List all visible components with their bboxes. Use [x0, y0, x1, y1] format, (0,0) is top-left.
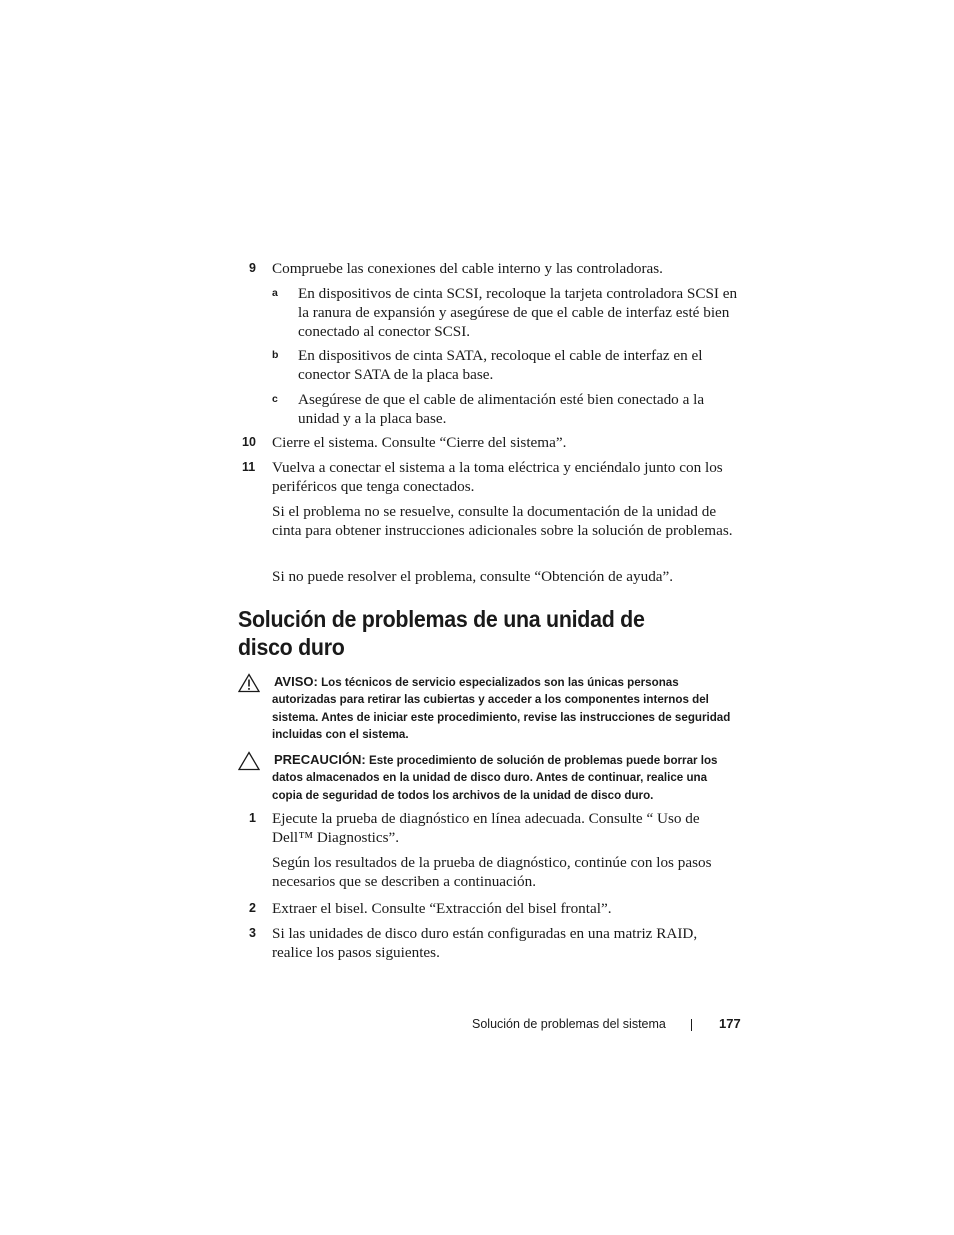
section-heading: Solución de problemas de una unidad de disco duro — [238, 606, 645, 660]
substep-letter: b — [272, 349, 279, 361]
notice-box — [272, 673, 737, 744]
step-paragraph: Si no puede resolver el problema, consulte “Obtención de ayuda”. — [272, 568, 674, 585]
substep-text: Asegúrese de que el cable de alimentación esté bien conectado a la unidad y a la placa base. — [298, 391, 705, 427]
caution-triangle-icon — [238, 751, 260, 771]
caution-label: PRECAUCIÓN: — [274, 752, 366, 767]
step-number: 10 — [242, 435, 256, 449]
substep-letter: c — [272, 393, 278, 405]
step-text: Ejecute la prueba de diagnóstico en línea adecuada. Consulte “ Uso de Dell™ Diagnostics”. — [272, 810, 700, 846]
step-number: 1 — [249, 811, 256, 825]
step-number: 11 — [242, 460, 256, 474]
notice-label: AVISO: — [274, 674, 318, 689]
page-number: 177 — [719, 1016, 741, 1031]
step-number: 2 — [249, 901, 256, 915]
substep-letter: a — [272, 287, 278, 299]
step-text: Compruebe las conexiones del cable interno y las controladoras. — [272, 260, 663, 277]
caution-text: Este procedimiento de solución de problemas puede borrar los datos almacenados en la unidad de disco duro. Antes de continuar, realice una copia de seguridad de todos los archivos de la unidad de disco duro. — [272, 754, 718, 802]
substep-text: En dispositivos de cinta SCSI, recoloque la tarjeta controladora SCSI en la ranura de expansión y asegúrese de que el cable de interfaz esté bien conectado al conector SCSI. — [298, 285, 738, 340]
caution-box — [272, 751, 737, 804]
footer-divider — [691, 1019, 692, 1031]
warning-triangle-icon — [238, 673, 260, 693]
step-text: Si las unidades de disco duro están configuradas en una matriz RAID, realice los pasos siguientes. — [272, 925, 698, 961]
step-text: Cierre el sistema. Consulte “Cierre del sistema”. — [272, 434, 567, 451]
step-number: 9 — [249, 261, 256, 275]
notice-text: Los técnicos de servicio especializados son las únicas personas autorizadas para retirar las cubiertas y acceder a los componentes internos del sistema. Antes de iniciar este procedimiento, revise las instrucciones de seguridad incluidas con el sistema. — [272, 676, 731, 742]
step-paragraph: Según los resultados de la prueba de diagnóstico, continúe con los pasos necesarios que se describen a continuación. — [272, 854, 712, 890]
step-text: Extraer el bisel. Consulte “Extracción del bisel frontal”. — [272, 900, 612, 917]
step-text: Vuelva a conectar el sistema a la toma eléctrica y enciéndalo junto con los periféricos que tenga conectados. — [272, 459, 723, 495]
substep-text: En dispositivos de cinta SATA, recoloque el cable de interfaz en el conector SATA de la placa base. — [298, 347, 703, 383]
footer-chapter-title: Solución de problemas del sistema — [472, 1017, 666, 1031]
step-paragraph: Si el problema no se resuelve, consulte la documentación de la unidad de cinta para obtener instrucciones adicionales sobre la solución de problemas. — [272, 503, 733, 539]
step-number: 3 — [249, 926, 256, 940]
